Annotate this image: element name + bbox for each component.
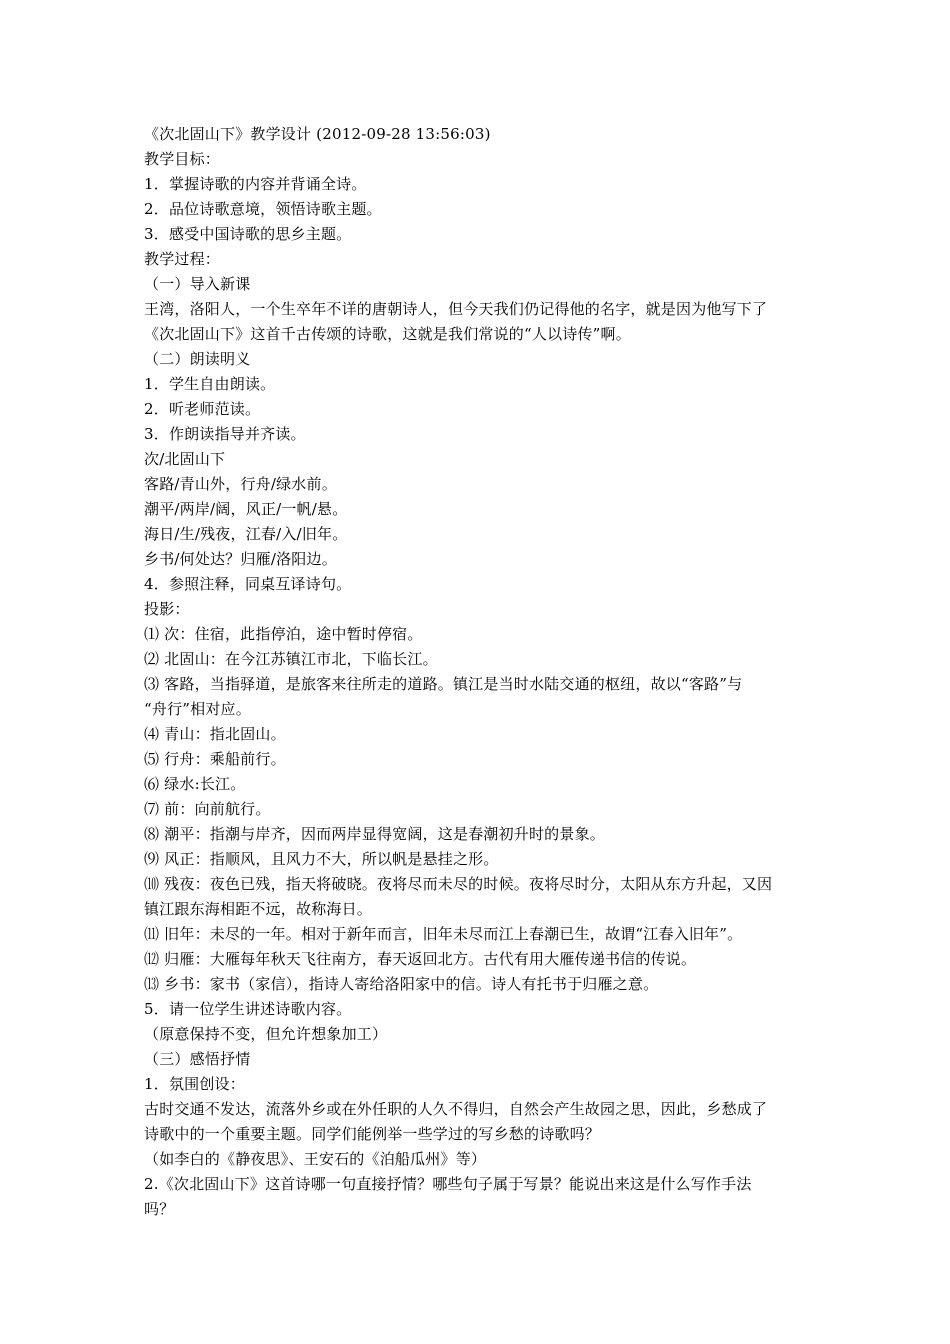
poem-line: 乡书/何处达？归雁/洛阳边。 (144, 550, 337, 568)
annotation-item: “舟行”相对应。 (144, 700, 251, 718)
objective-item: 2．品位诗歌意境，领悟诗歌主题。 (144, 200, 382, 218)
annotation-item: 镇江跟东海相距不远，故称海日。 (144, 900, 373, 918)
annotation-item: ⑿ 归雁：大雁每年秋天飞往南方，春天返回北方。古代有用大雁传递书信的传说。 (144, 950, 697, 968)
poem-line: 潮平/两岸/阔，风正/一帆/悬。 (144, 500, 348, 518)
poem-line: 客路/青山外，行舟/绿水前。 (144, 475, 337, 493)
paragraph-line: 王湾，洛阳人，一个生卒年不详的唐朝诗人，但今天我们仍记得他的名字，就是因为他写下了 (144, 300, 768, 318)
annotation-item: ⑴ 次：住宿，此指停泊，途中暂时停宿。 (144, 625, 423, 643)
annotation-item: ⑷ 青山：指北固山。 (144, 725, 286, 743)
objective-item: 3．感受中国诗歌的思乡主题。 (144, 225, 352, 243)
poem-title: 次/北固山下 (144, 450, 226, 468)
objective-item: 1．掌握诗歌的内容并背诵全诗。 (144, 175, 367, 193)
subsection-heading: （三）感悟抒情 (144, 1050, 251, 1068)
document-title: 《次北固山下》教学设计 (2012-09-28 13:56:03) (144, 125, 491, 143)
annotation-item: ⑼ 风正：指顺风，且风力不大，所以帆是悬挂之形。 (144, 850, 499, 868)
step-item: 2．听老师范读。 (144, 400, 261, 418)
note-line: （如李白的《静夜思》、王安石的《泊船瓜州》等） (144, 1150, 487, 1168)
annotation-item: ⑸ 行舟：乘船前行。 (144, 750, 286, 768)
annotation-item: ⑾ 旧年：未尽的一年。相对于新年而言，旧年未尽而江上春潮已生，故谓“江春入旧年”。 (144, 925, 743, 943)
section-heading: 教学过程： (144, 250, 221, 268)
step-item: 4．参照注释，同桌互译诗句。 (144, 575, 352, 593)
annotation-item: ⑶ 客路，当指驿道，是旅客来往所走的道路。镇江是当时水陆交通的枢纽，故以“客路”与 (144, 675, 743, 693)
annotation-item: ⑽ 残夜：夜色已残，指天将破晓。夜将尽而未尽的时候。夜将尽时分，太阳从东方升起，又因 (144, 875, 773, 893)
paragraph-line: 诗歌中的一个重要主题。同学们能例举一些学过的写乡愁的诗歌吗？ (144, 1125, 601, 1143)
question-line: 吗？ (144, 1200, 175, 1218)
note-line: （原意保持不变，但允许想象加工） (144, 1025, 388, 1043)
section-heading: 教学目标： (144, 150, 221, 168)
projection-label: 投影： (144, 600, 190, 618)
question-line: 2.《次北固山下》这首诗哪一句直接抒情？哪些句子属于写景？能说出来这是什么写作手法 (144, 1175, 752, 1193)
paragraph-line: 《次北固山下》这首千古传颂的诗歌，这就是我们常说的“人以诗传”啊。 (144, 325, 631, 343)
subsection-heading: （一）导入新课 (144, 275, 251, 293)
step-item: 3．作朗读指导并齐读。 (144, 425, 306, 443)
annotation-item: ⑹ 绿水:长江。 (144, 775, 246, 793)
step-item: 5．请一位学生讲述诗歌内容。 (144, 1000, 352, 1018)
annotation-item: ⑵ 北固山：在今江苏镇江市北，下临长江。 (144, 650, 438, 668)
step-item: 1．氛围创设： (144, 1075, 245, 1093)
poem-line: 海日/生/残夜，江春/入/旧年。 (144, 525, 348, 543)
annotation-item: ⑻ 潮平：指潮与岸齐，因而两岸显得宽阔，这是春潮初升时的景象。 (144, 825, 605, 843)
step-item: 1．学生自由朗读。 (144, 375, 276, 393)
document-body (144, 122, 812, 1222)
subsection-heading: （二）朗读明义 (144, 350, 251, 368)
paragraph-line: 古时交通不发达，流落外乡或在外任职的人久不得归，自然会产生故园之思，因此，乡愁成了 (144, 1100, 768, 1118)
annotation-item: ⒀ 乡书：家书（家信），指诗人寄给洛阳家中的信。诗人有托书于归雁之意。 (144, 975, 659, 993)
annotation-item: ⑺ 前：向前航行。 (144, 800, 271, 818)
